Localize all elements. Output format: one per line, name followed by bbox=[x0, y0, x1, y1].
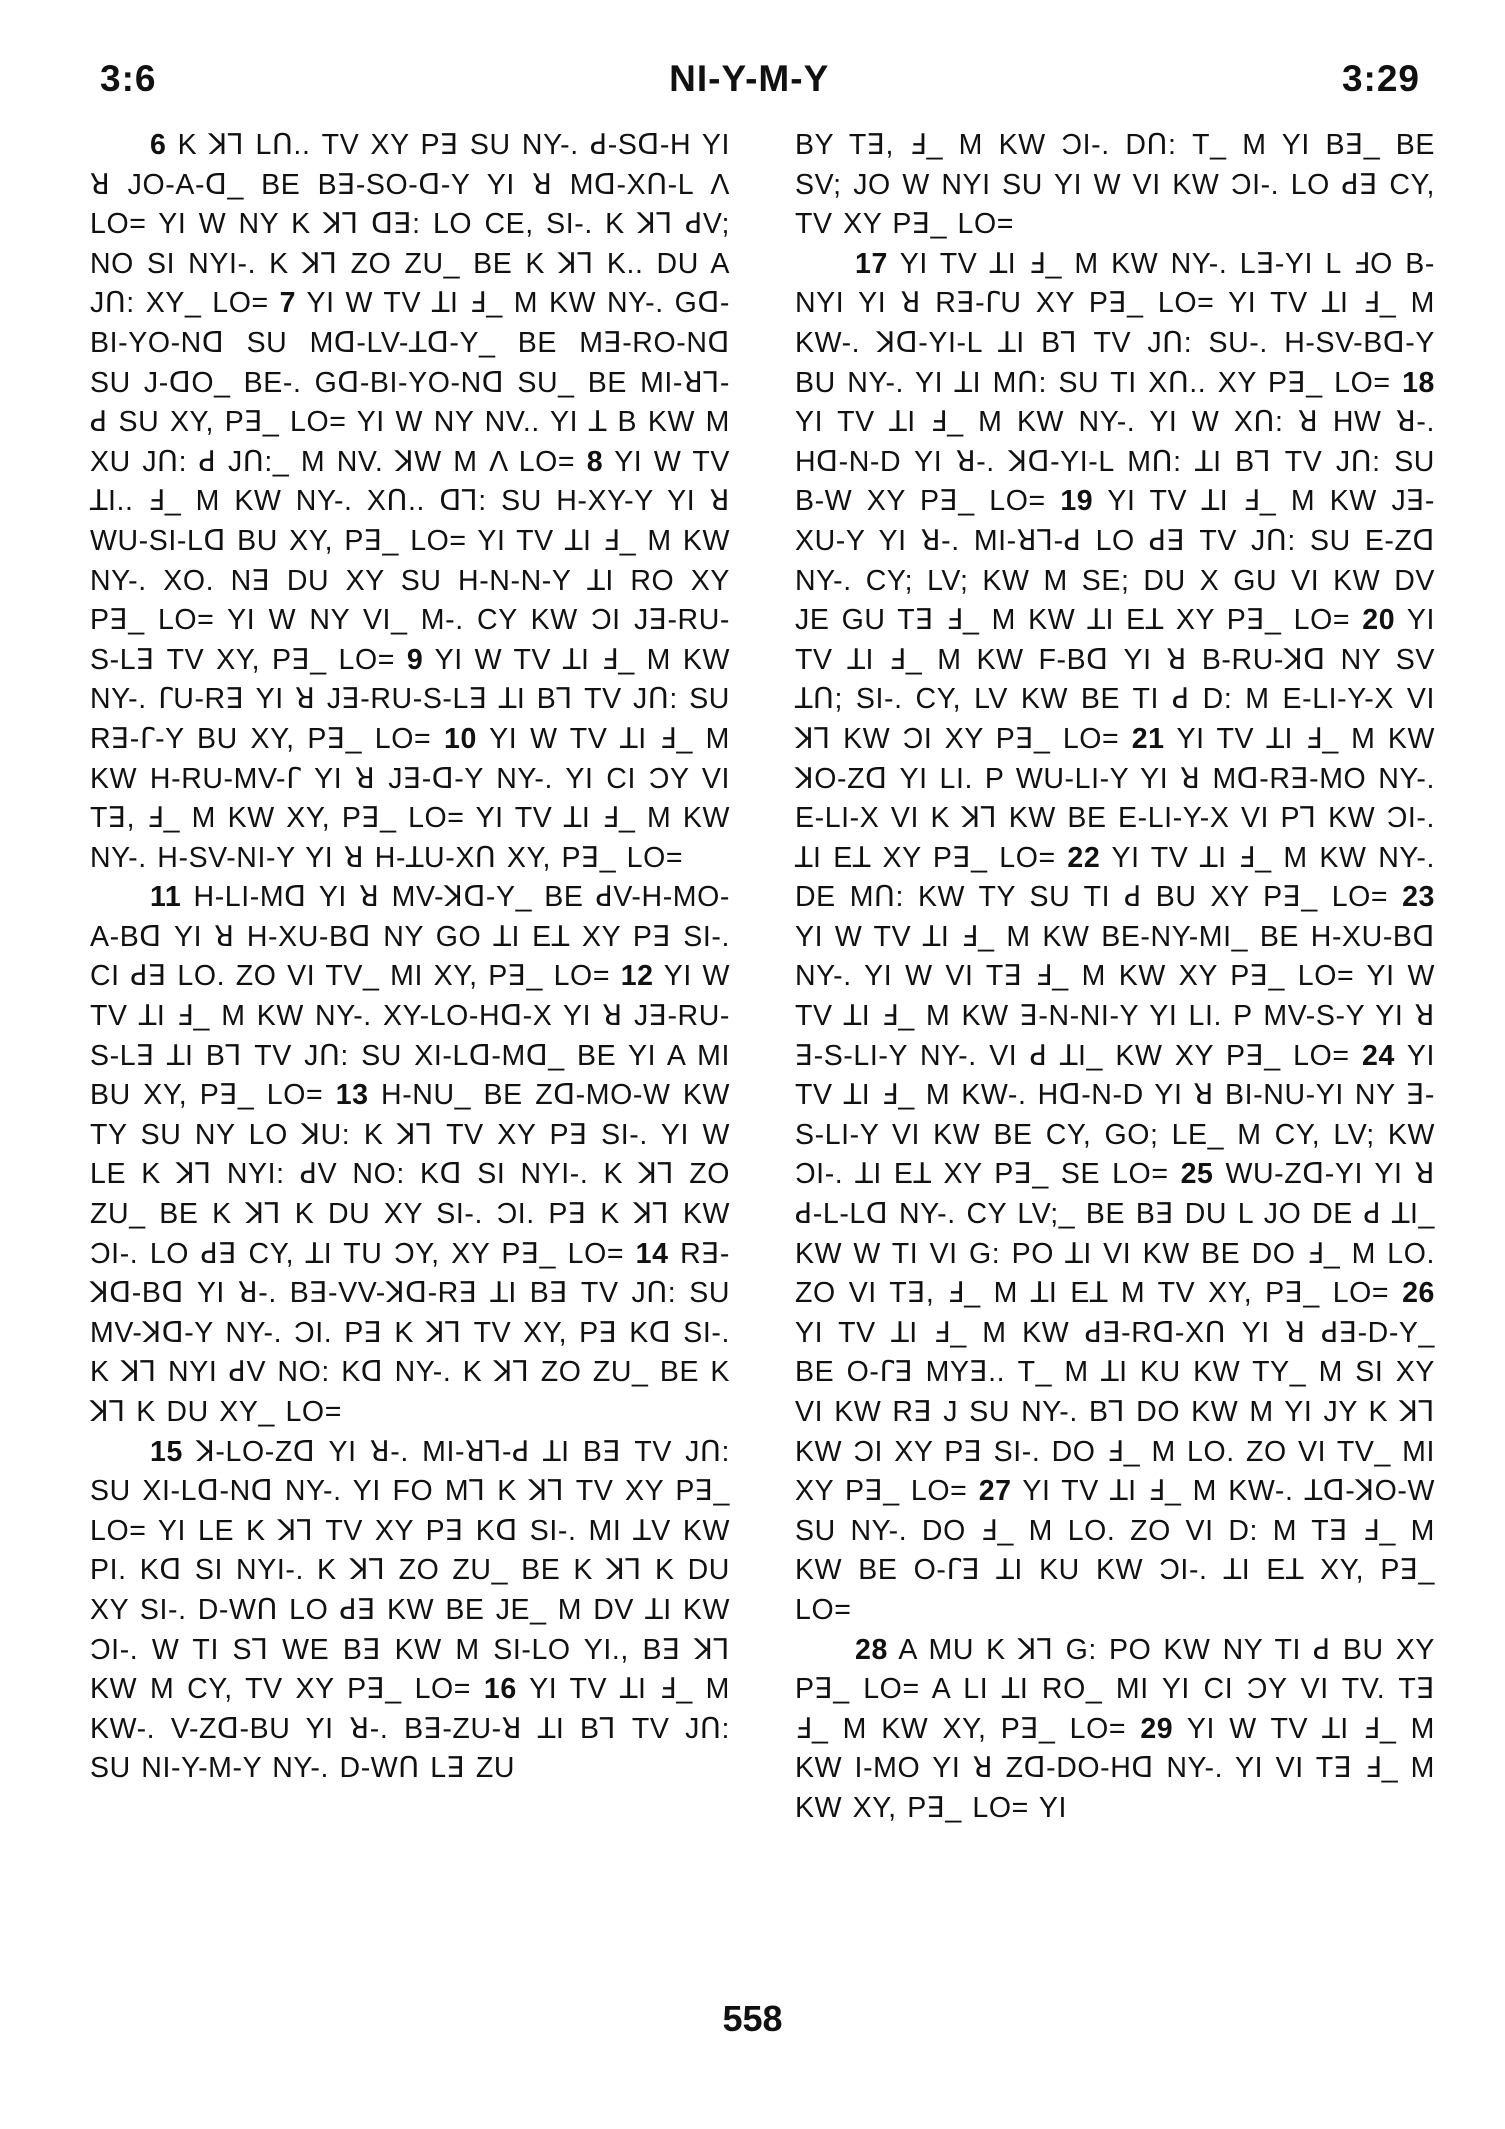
verse-text: BY Tꓱ, ꓞ_ M KW ƆI-. DՈ: T_ M YI Bꓱ_ BE SV; JO W NYI SU YI W VI KW ƆI-. LO ꓒꓱ CY, TV XY Pꓱ_ LO= bbox=[795, 129, 1435, 241]
verse-number: 28 bbox=[855, 1633, 888, 1666]
verse-number: 20 bbox=[1362, 604, 1396, 637]
verse-text: YI TV ꓕI ꓞ_ M KW F-Bᗡ YI ꓤ B-RU-ꓘᗡ NY SV ꓕՈ; SI-. CY, LV KW BE TI ꓒ D: M E-LI-Y-X VI ꓘꓶ KW ƆI XY Pꓱ_ LO= bbox=[795, 604, 1435, 755]
verse-text: WU-Zᗡ-YI YI ꓤ ꓒ-L-Lᗡ NY-. CY LV;_ BE Bꓱ DU L JO DE ꓒ ꓕI_ KW W TI VI G: PO ꓕI VI KW BE DO ꓞ_ M LO. ZO VI Tꓱ, ꓞ_ M ꓕI Eꓕ M TV XY, Pꓱ_ LO= bbox=[795, 1158, 1435, 1310]
verse-number: 25 bbox=[1180, 1158, 1214, 1191]
verse-text: YI TV ꓕI ꓞ_ M KW NY-. DE MՈ: KW TY SU TI ꓒ BU XY Pꓱ_ LO= bbox=[795, 841, 1435, 914]
verse-number: 29 bbox=[1140, 1712, 1174, 1745]
verse-text: K ꓘꓶ LՈ.. TV XY Pꓱ SU NY-. ꓒ-Sᗡ-H YI ꓤ JO-A-ᗡ_ BE Bꓱ-SO-ᗡ-Y YI ꓤ Mᗡ-XՈ-L Λ LO= YI W NY K ꓘꓶ ᗡꓱ: LO CE, SI-. K ꓘꓶ ꓒV; NO SI NYI-. K ꓘꓶ ZO ZU_ BE K ꓘꓶ K.. DU A JՈ: XY_ LO= bbox=[90, 129, 730, 320]
verse-text: H-NU_ BE Zᗡ-MO-W KW TY SU NY LO ꓘU: K ꓘꓶ TV XY Pꓱ SI-. YI W LE K ꓘꓶ NYI: ꓒV NO: Kᗡ SI NYI-. K ꓘꓶ ZO ZU_ BE K ꓘꓶ K DU XY SI-. ƆI. Pꓱ K ꓘꓶ KW ƆI-. LO ꓒꓱ CY, ꓕI TU ƆY, XY Pꓱ_ LO= bbox=[90, 1079, 730, 1270]
verse-number: 18 bbox=[1402, 366, 1435, 399]
verse-text: A MU K ꓘꓶ G: PO KW NY TI ꓒ BU XY Pꓱ_ LO= A LI ꓕI RO_ MI YI CI ƆY VI TV. Tꓱ ꓞ_ M KW XY, Pꓱ_ LO= bbox=[795, 1633, 1435, 1745]
right-column bbox=[795, 126, 1435, 1829]
header-left-reference: 3:6 bbox=[100, 58, 157, 99]
paragraph bbox=[795, 126, 1435, 245]
paragraph bbox=[795, 1631, 1435, 1829]
verse-text: YI TV ꓕI ꓞ_ M KW NY-. Lꓱ-YI L ꓞO B-NYI YI ꓤ Rꓱ-ꓩU XY Pꓱ_ LO= YI TV ꓕI ꓞ_ M KW-. ꓘᗡ-YI-L ꓕI Bꓶ TV JՈ: SU-. H-SV-Bᗡ-Y BU NY-. YI ꓕI MՈ: SU TI XՈ.. XY Pꓱ_ LO= bbox=[795, 247, 1435, 399]
paragraph bbox=[90, 878, 730, 1432]
verse-text: YI TV ꓕI ꓞ_ M KW Jꓱ-XU-Y YI ꓤ-. MI-ꓤꓶ-ꓒ LO ꓒꓱ TV JՈ: SU E-Zᗡ NY-. CY; LV; KW M SE; DU X GU VI KW DV JE GU Tꓱ ꓞ_ M KW ꓕI Eꓕ XY Pꓱ_ LO= bbox=[795, 485, 1436, 637]
running-header bbox=[90, 58, 1435, 116]
paragraph bbox=[90, 126, 730, 878]
verse-number: 12 bbox=[620, 960, 654, 993]
verse-number: 6 bbox=[150, 129, 167, 161]
header-right-reference: 3:29 bbox=[1341, 58, 1420, 99]
page-number: 558 bbox=[722, 1998, 783, 2039]
verse-text: YI TV ꓕI ꓞ_ M KW NY-. YI W XՈ: ꓤ HW ꓤ-. Hᗡ-N-D YI ꓤ-. ꓘᗡ-YI-L MՈ: ꓕI Bꓶ TV JՈ: SU B-W XY Pꓱ_ LO= bbox=[795, 406, 1435, 518]
verse-text: YI W TV ꓕI ꓞ_ M KW NY-. ꓩU-Rꓱ YI ꓤ Jꓱ-RU-S-Lꓱ ꓕI Bꓶ TV JՈ: SU Rꓱ-ꓩ-Y BU XY, Pꓱ_ LO= bbox=[90, 643, 730, 755]
left-column bbox=[90, 126, 730, 1829]
verse-number: 10 bbox=[444, 722, 477, 755]
verse-text: YI TV ꓕI ꓞ_ M KW ꓘO-Zᗡ YI LI. P WU-LI-Y YI ꓤ Mᗡ-Rꓱ-MO NY-. E-LI-X VI K ꓘꓶ KW BE E-LI-Y-X VI Pꓶ KW ƆI-. ꓕI Eꓕ XY Pꓱ_ LO= bbox=[795, 722, 1435, 874]
verse-number: 26 bbox=[1402, 1277, 1435, 1310]
verse-number: 21 bbox=[1131, 722, 1165, 755]
verse-number: 8 bbox=[586, 445, 604, 478]
verse-text: H-LI-Mᗡ YI ꓤ MV-ꓘᗡ-Y_ BE ꓒV-H-MO-A-Bᗡ YI ꓤ H-XU-Bᗡ NY GO ꓕI Eꓕ XY Pꓱ SI-. CI ꓒꓱ LO. ZO VI TV_ MI XY, Pꓱ_ LO= bbox=[90, 881, 730, 993]
verse-text: YI W TV ꓕI.. ꓞ_ M KW NY-. XՈ.. ᗡꓶ: SU H-XY-Y YI ꓤ WU-SI-Lᗡ BU XY, Pꓱ_ LO= YI TV ꓕI ꓞ_ M KW NY-. XO. Nꓱ DU XY SU H-N-N-Y ꓕI RO XY Pꓱ_ LO= YI W NY VI_ M-. CY KW ƆI Jꓱ-RU-S-Lꓱ TV XY, Pꓱ_ LO= bbox=[90, 445, 730, 676]
verse-text: YI W TV ꓕI ꓞ_ M KW H-RU-MV-ꓩ YI ꓤ Jꓱ-ᗡ-Y NY-. YI CI ƆY VI Tꓱ, ꓞ_ M KW XY, Pꓱ_ LO= YI TV ꓕI ꓞ_ M KW NY-. H-SV-NI-Y YI ꓤ H-ꓕU-XՈ XY, Pꓱ_ LO= bbox=[90, 722, 731, 874]
verse-number: 14 bbox=[635, 1237, 669, 1270]
text-columns bbox=[90, 126, 1435, 1829]
verse-text: YI TV ꓕI ꓞ_ M KW-. V-Zᗡ-BU YI ꓤ-. Bꓱ-ZU-ꓤ ꓕI Bꓶ TV JՈ: SU NI-Y-M-Y NY-. D-WՈ Lꓱ ZU bbox=[90, 1673, 730, 1785]
verse-text: YI W TV ꓕI ꓞ_ M KW BE-NY-MI_ BE H-XU-Bᗡ NY-. YI W VI Tꓱ ꓞ_ M KW XY Pꓱ_ LO= YI W TV ꓕI ꓞ_ M KW ꓱ-N-NI-Y YI LI. P MV-S-Y YI ꓤ ꓱ-S-LI-Y NY-. VI ꓒ ꓕI_ KW XY Pꓱ_ LO= bbox=[795, 920, 1435, 1072]
verse-number: 19 bbox=[1060, 485, 1094, 518]
paragraph bbox=[90, 1433, 730, 1789]
verse-number: 13 bbox=[335, 1079, 369, 1112]
verse-number: 22 bbox=[1067, 841, 1101, 874]
verse-number: 7 bbox=[279, 287, 297, 320]
verse-text: YI W TV ꓕI ꓞ_ M KW NY-. XY-LO-Hᗡ-X YI ꓤ Jꓱ-RU-S-Lꓱ ꓕI Bꓶ TV JՈ: SU XI-Lᗡ-Mᗡ_ BE YI A MI BU XY, Pꓱ_ LO= bbox=[90, 960, 730, 1112]
verse-number: 16 bbox=[483, 1673, 517, 1706]
verse-text: YI W TV ꓕI ꓞ_ M KW NY-. Gᗡ-BI-YO-Nᗡ SU Mᗡ-LV-ꓕᗡ-Y_ BE Mꓱ-RO-Nᗡ SU J-ᗡO_ BE-. Gᗡ-BI-YO-Nᗡ SU_ BE MI-ꓤꓶ-ꓒ SU XY, Pꓱ_ LO= YI W NY NV.. YI ꓕ B KW M XU JՈ: ꓒ JՈ:_ M NV. ꓘW M Λ LO= bbox=[90, 287, 730, 478]
verse-number: 24 bbox=[1362, 1039, 1395, 1072]
verse-number: 11 bbox=[150, 881, 182, 914]
verse-number: 27 bbox=[978, 1475, 1012, 1508]
header-book-title: NI-Y-M-Y bbox=[669, 58, 830, 99]
paragraph bbox=[795, 245, 1435, 1631]
verse-text: Rꓱ-ꓘᗡ-Bᗡ YI ꓤ-. Bꓱ-VV-ꓘᗡ-Rꓱ ꓕI Bꓱ TV JՈ: SU MV-ꓘᗡ-Y NY-. ƆI. Pꓱ K ꓘꓶ TV XY, Pꓱ Kᗡ SI-. K ꓘꓶ NYI ꓒV NO: Kᗡ NY-. K ꓘꓶ ZO ZU_ BE K ꓘꓶ K DU XY_ LO= bbox=[90, 1237, 730, 1428]
verse-text: YI TV ꓕI ꓞ_ M KW-. ꓕᗡ-ꓘO-W SU NY-. DO ꓞ_ M LO. ZO VI D: M Tꓱ ꓞ_ M KW BE O-ꓩꓱ ꓕI KU KW ƆI-. ꓕI Eꓕ XY, Pꓱ_ LO= bbox=[795, 1475, 1435, 1626]
verse-text: YI TV ꓕI ꓞ_ M KW-. Hᗡ-N-D YI ꓤ BI-NU-YI NY ꓱ-S-LI-Y VI KW BE CY, GO; LE_ M CY, LV; KW ƆI-. ꓕI Eꓕ XY Pꓱ_ SE LO= bbox=[795, 1039, 1435, 1191]
verse-number: 9 bbox=[406, 643, 424, 676]
verse-number: 15 bbox=[150, 1435, 183, 1468]
verse-text: ꓘ-LO-Zᗡ YI ꓤ-. MI-ꓤꓶ-ꓒ ꓕI Bꓱ TV JՈ: SU XI-Lᗡ-Nᗡ NY-. YI FO Mꓶ K ꓘꓶ TV XY Pꓱ_ LO= YI LE K ꓘꓶ TV XY Pꓱ Kᗡ SI-. MI ꓕV KW PI. Kᗡ SI NYI-. K ꓘꓶ ZO ZU_ BE K ꓘꓶ K DU XY SI-. D-WՈ LO ꓒꓱ KW BE JE_ M DV ꓕI KW ƆI-. W TI Sꓶ WE Bꓱ KW M SI-LO YI., Bꓱ ꓘꓶ KW M CY, TV XY Pꓱ_ LO= bbox=[90, 1435, 731, 1706]
verse-number: 17 bbox=[855, 247, 888, 280]
verse-text: YI TV ꓕI ꓞ_ M KW ꓒꓱ-Rᗡ-XՈ YI ꓤ ꓒꓱ-D-Y_ BE O-ꓩꓱ MYꓱ.. T_ M ꓕI KU KW TY_ M SI XY VI KW Rꓱ J SU NY-. Bꓶ DO KW M YI JY K ꓘꓶ KW ƆI XY Pꓱ SI-. DO ꓞ_ M LO. ZO VI TV_ MI XY Pꓱ_ LO= bbox=[795, 1316, 1435, 1508]
verse-number: 23 bbox=[1402, 881, 1435, 914]
verse-text: YI W TV ꓕI ꓞ_ M KW I-MO YI ꓤ Zᗡ-DO-Hᗡ NY-. YI VI Tꓱ ꓞ_ M KW XY, Pꓱ_ LO= YI bbox=[795, 1712, 1435, 1824]
